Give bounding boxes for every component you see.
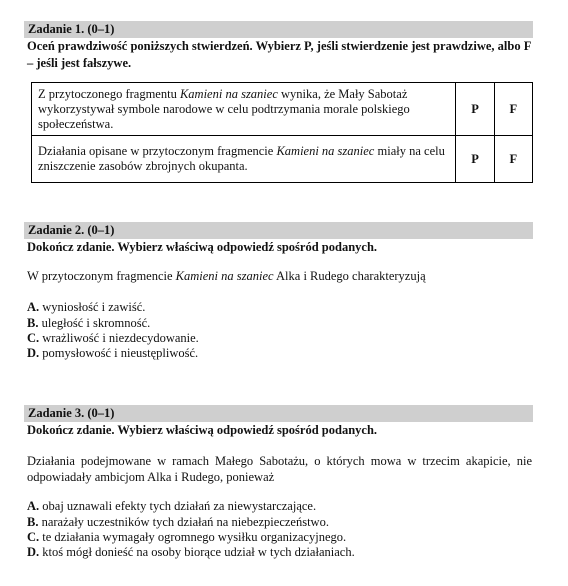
task3-instruction: Dokończ zdanie. Wybierz właściwą odpowiedź spośród podanych. (27, 423, 378, 437)
task1-instruction: Oceń prawdziwość poniższych stwierdzeń. Wybierz P, jeśli stwierdzenie jest prawdziwe, albo F – jeśli jest fałszywe. (27, 39, 531, 70)
table-row (32, 83, 533, 136)
task3-prompt: Działania podejmowane w ramach Małego Sabotażu, o których mowa w trzecim akapicie, nie odpowiadały ambicjom Alka i Rudego, ponieważ (27, 454, 532, 484)
task2-option-c[interactable]: C. wrażliwość i niezdecydowanie. (27, 331, 199, 345)
table-row (32, 136, 533, 183)
task3-option-d[interactable]: D. ktoś mógł donieść na osoby biorące udział w tych działaniach. (27, 545, 355, 559)
true-false-table (31, 82, 533, 183)
task2-instruction: Dokończ zdanie. Wybierz właściwą odpowiedź spośród podanych. (27, 240, 378, 254)
statement-1: Z przytoczonego fragmentu Kamieni na szaniec wynika, że Mały Sabotaż wykorzystywał symbole narodowe w celu podtrzymania morale polskiego społeczeństwa. (32, 83, 456, 136)
task2-option-d[interactable]: D. pomysłowość i nieustępliwość. (27, 346, 199, 360)
task3-option-c[interactable]: C. te działania wymagały ogromnego wysiłku organizacyjnego. (27, 530, 347, 544)
task2-option-b[interactable]: B. uległość i skromność. (27, 316, 151, 330)
answer-f-2[interactable]: F (494, 136, 532, 183)
task3-header: Zadanie 3. (0–1) (24, 405, 533, 422)
answer-p-2[interactable]: P (456, 136, 494, 183)
task2-option-a[interactable]: A. wyniosłość i zawiść. (27, 300, 146, 314)
task2-prompt: W przytoczonym fragmencie Kamieni na szaniec Alka i Rudego charakteryzują (27, 269, 426, 283)
task3-option-a[interactable]: A. obaj uznawali efekty tych działań za niewystarczające. (27, 499, 317, 513)
task2-header: Zadanie 2. (0–1) (24, 222, 533, 239)
task1-header: Zadanie 1. (0–1) (24, 21, 533, 38)
task3-option-b[interactable]: B. narażały uczestników tych działań na niebezpieczeństwo. (27, 515, 329, 529)
answer-p-1[interactable]: P (456, 83, 494, 136)
answer-f-1[interactable]: F (494, 83, 532, 136)
statement-2: Działania opisane w przytoczonym fragmencie Kamieni na szaniec miały na celu zniszczenie zasobów zbrojnych okupanta. (32, 136, 456, 183)
